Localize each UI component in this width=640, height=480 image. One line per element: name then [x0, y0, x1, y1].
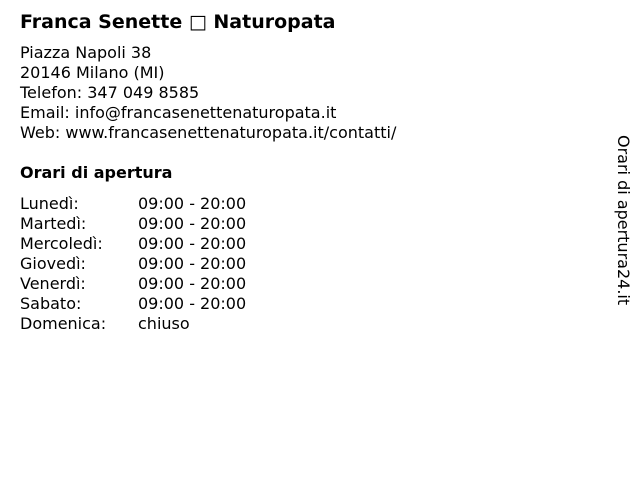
day-label: Domenica: [20, 314, 107, 333]
day-label: Martedì: [20, 214, 87, 233]
day-label: Lunedì: [20, 194, 79, 213]
phone-line: Telefon: 347 049 8585 [20, 83, 200, 102]
address-line: Piazza Napoli 38 [20, 43, 152, 62]
day-label: Giovedì: [20, 254, 86, 273]
city-line: 20146 Milano (MI) [20, 63, 165, 82]
hours-value: 09:00 - 20:00 [138, 294, 247, 313]
day-label: Sabato: [20, 294, 82, 313]
source-watermark: Orari di apertura24.it [614, 135, 633, 306]
hours-value: 09:00 - 20:00 [138, 234, 247, 253]
hours-value: 09:00 - 20:00 [138, 194, 247, 213]
business-title: Franca Senette □ Naturopata [20, 11, 336, 33]
hours-value: 09:00 - 20:00 [138, 214, 247, 233]
email-line: Email: info@francasenettenaturopata.it [20, 103, 337, 122]
website-line: Web: www.francasenettenaturopata.it/contatti/ [20, 123, 397, 142]
contact-info [20, 43, 396, 143]
day-label: Venerdì: [20, 274, 86, 293]
opening-hours-heading: Orari di apertura [20, 163, 173, 182]
hours-value: chiuso [138, 314, 190, 333]
day-label: Mercoledì: [20, 234, 103, 253]
hours-value: 09:00 - 20:00 [138, 254, 247, 273]
hours-value: 09:00 - 20:00 [138, 274, 247, 293]
